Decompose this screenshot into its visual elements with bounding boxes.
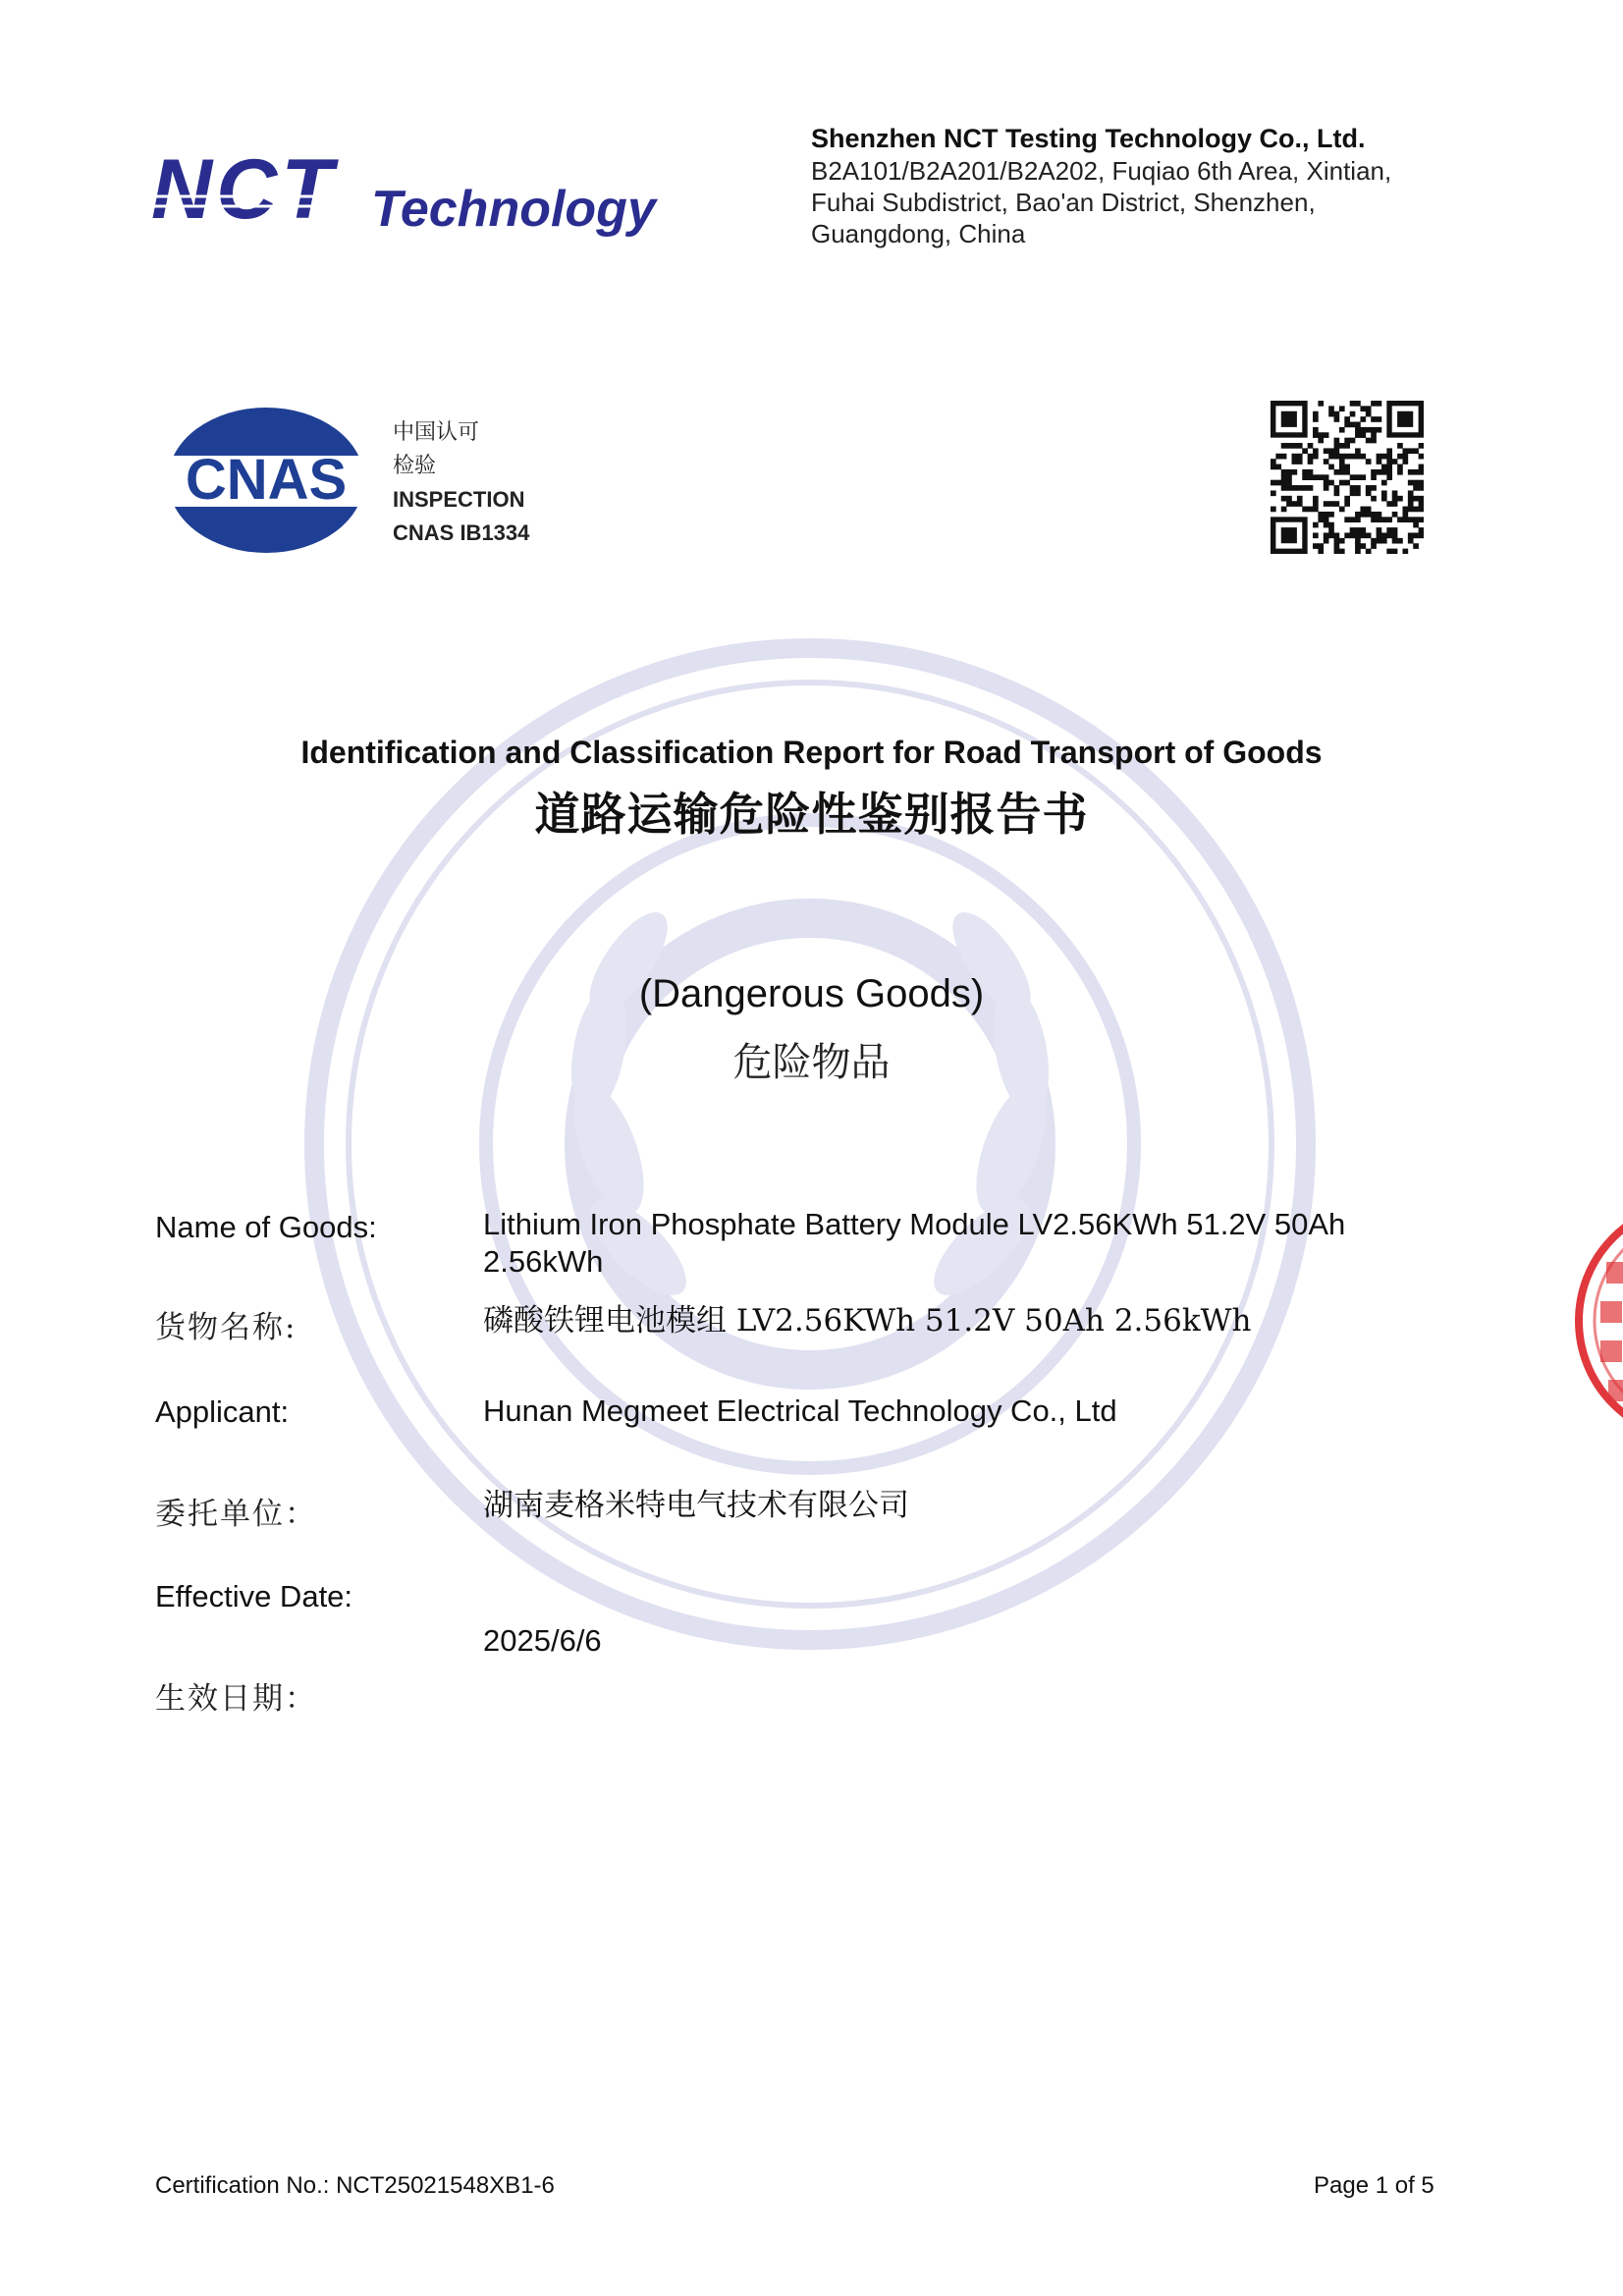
cnas-line: 检验: [393, 454, 437, 478]
company-name: Shenzhen NCT Testing Technology Co., Ltd.: [811, 124, 1366, 153]
cnas-line: CNAS IB1334: [393, 520, 530, 545]
address-line: Fuhai Subdistrict, Bao'an District, Shenzhen,: [811, 188, 1316, 217]
report-title-cn: 道路运输危险性鉴别报告书: [534, 788, 1089, 841]
svg-text:CNAS: CNAS: [185, 448, 348, 512]
category-cn: 危险物品: [732, 1040, 891, 1085]
name-of-goods-value-cn: 磷酸铁锂电池模组 LV2.56KWh 51.2V 50Ah 2.56kWh: [483, 1303, 1252, 1339]
official-seal: [1569, 1193, 1623, 1449]
name-of-goods-value-line: Lithium Iron Phosphate Battery Module LV2.56KWh 51.2V 50Ah: [483, 1207, 1346, 1241]
applicant-value-cn: 湖南麦格米特电气技术有限公司: [483, 1488, 909, 1523]
nct-technology-logo: [147, 147, 668, 246]
address-line: Guangdong, China: [811, 219, 1026, 248]
cnas-logo: [165, 405, 367, 556]
cnas-accreditation: [393, 416, 589, 550]
report-title-en: Identification and Classification Report for Road Transport of Goods: [300, 735, 1323, 770]
effective-date-value: 2025/6/6: [483, 1623, 602, 1658]
category-en: (Dangerous Goods): [638, 972, 985, 1015]
company-info: [811, 122, 1498, 249]
applicant-label-cn: 委托单位：: [155, 1497, 317, 1532]
applicant-value: Hunan Megmeet Electrical Technology Co., Ltd: [483, 1394, 1117, 1428]
cnas-line: INSPECTION: [393, 487, 525, 512]
name-of-goods-value: [483, 1206, 1465, 1281]
cnas-line: 中国认可: [393, 420, 480, 445]
name-of-goods-label-cn: 货物名称:: [155, 1310, 298, 1345]
name-of-goods-label: Name of Goods:: [155, 1210, 377, 1244]
applicant-label: Applicant:: [155, 1394, 290, 1429]
effective-date-label: Effective Date:: [155, 1579, 353, 1613]
page-number: Page 1 of 5: [1314, 2172, 1434, 2199]
svg-text:NCT: NCT: [151, 147, 337, 237]
name-of-goods-value-line: 2.56kWh: [483, 1244, 604, 1279]
certification-number: Certification No.: NCT25021548XB1-6: [155, 2172, 555, 2199]
address-line: B2A101/B2A201/B2A202, Fuqiao 6th Area, Xintian,: [811, 156, 1392, 186]
qr-code[interactable]: [1271, 401, 1424, 554]
svg-text:Technology: Technology: [371, 181, 656, 238]
effective-date-label-cn: 生效日期：: [155, 1681, 317, 1717]
